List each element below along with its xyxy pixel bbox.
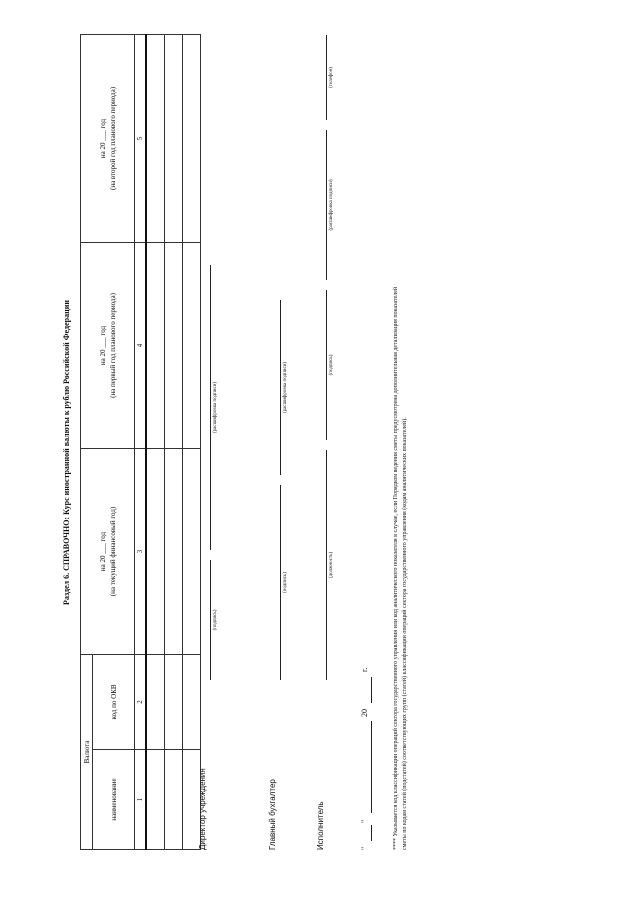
currency-rate-table [80, 34, 201, 850]
chief-accountant-signature-caption: (подпись) [283, 572, 288, 593]
data-cell[interactable] [165, 654, 183, 749]
col-number-1: 1 [135, 750, 147, 850]
col-number-5: 5 [135, 34, 147, 242]
col-first-plan-year-line1: на 20 ___ год [98, 325, 107, 366]
footnote-line-2: сметы по кодам статей (подстатей) соответствующих групп (статей) классификации операций сектора государственного управления (кодам аналитических показателей). [402, 417, 408, 850]
col-name-header: наименование [93, 750, 135, 850]
chief-accountant-decode-line[interactable] [280, 300, 281, 475]
col-current-year-line2: (на текущий финансовый год) [108, 506, 117, 597]
col-number-3: 3 [135, 448, 147, 654]
date-year-line[interactable] [371, 677, 372, 703]
col-second-plan-year [81, 34, 135, 242]
col-code-header: код по ОКВ [93, 654, 135, 749]
date-close-quote: " [360, 819, 369, 823]
executor-signature-line[interactable] [326, 290, 327, 440]
executor-position-caption: (должность) [329, 551, 334, 579]
data-cell[interactable] [146, 448, 165, 654]
executor-phone-line[interactable] [326, 35, 327, 120]
chief-accountant-signature-line[interactable] [280, 485, 281, 680]
section-title: Раздел 6. СПРАВОЧНО: Курс иностранной валюты к рублю Российской Федерации [62, 300, 71, 605]
chief-accountant-label: Главный бухгалтер [268, 779, 277, 850]
col-first-plan-year [81, 242, 135, 448]
data-cell[interactable] [146, 242, 165, 448]
executor-phone-caption: (телефон) [329, 67, 334, 88]
executor-signature-caption: (подпись) [329, 354, 334, 376]
date-open-quote: " [360, 846, 369, 850]
director-signature-caption: (подпись) [213, 609, 218, 631]
col-second-plan-year-line2: (на второй год планового периода) [108, 86, 117, 190]
data-cell[interactable] [183, 242, 201, 448]
col-number-4: 4 [135, 242, 147, 448]
data-cell[interactable] [165, 242, 183, 448]
data-cell[interactable] [165, 448, 183, 654]
data-cell[interactable] [146, 34, 165, 242]
date-day-line[interactable] [371, 825, 372, 841]
executor-decode-caption: (расшифровка подписи) [329, 179, 334, 231]
data-cell[interactable] [183, 34, 201, 242]
date-month-line[interactable] [371, 721, 372, 813]
col-current-year-line1: на 20 ___ год [98, 531, 107, 572]
executor-label: Исполнитель [316, 801, 325, 850]
footnote-line-1: **** Указывается код классификации операций сектора государственного управления или код аналитического показателя в случае, если Порядком ведения сметы предусмотрена дополнительная детализация показателей [393, 286, 399, 850]
col-first-plan-year-line2: (на первый год планового периода) [108, 293, 117, 398]
chief-accountant-decode-caption: (расшифровка подписи) [283, 361, 288, 414]
currency-header: Валюта [81, 654, 93, 849]
col-number-2: 2 [135, 654, 147, 749]
col-second-plan-year-line1: на 20 ___ год [98, 118, 107, 159]
footnote [392, 50, 410, 850]
director-label: Директор учреждения [198, 768, 207, 850]
data-cell[interactable] [146, 750, 165, 850]
executor-decode-line[interactable] [326, 130, 327, 280]
data-cell[interactable] [165, 750, 183, 850]
data-cell[interactable] [146, 654, 165, 749]
executor-position-line[interactable] [326, 450, 327, 680]
date-year-suffix: г. [360, 667, 369, 672]
data-cell[interactable] [165, 34, 183, 242]
data-cell[interactable] [183, 448, 201, 654]
date-year-prefix: 20 [360, 709, 369, 717]
director-decode-caption: (расшифровка подписи) [213, 381, 218, 434]
col-current-year [81, 448, 135, 654]
data-cell[interactable] [183, 654, 201, 749]
director-signature-line[interactable] [210, 560, 211, 680]
director-decode-line[interactable] [210, 265, 211, 550]
